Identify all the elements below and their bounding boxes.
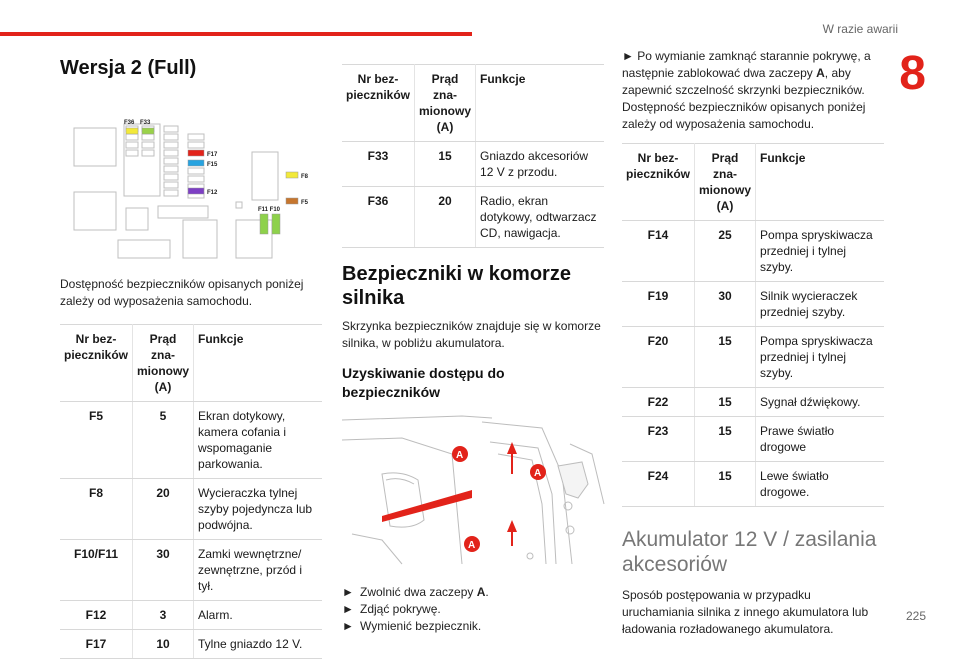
col-header-amperage: Prąd zna-mionowy (A) <box>695 144 756 221</box>
table-row <box>342 187 604 248</box>
table-row <box>622 327 884 388</box>
table-row <box>622 462 884 507</box>
table-row <box>622 417 884 462</box>
fuse-number: F12 <box>60 601 133 630</box>
fuse-number: F10/F11 <box>60 540 133 601</box>
table-row <box>60 601 322 630</box>
para-text-2: , aby zapewnić szczelność skrzynki bezpieczników. Dostępność bezpieczników opisanych poniżej zależy od wyposażenia samochodu. <box>622 66 866 131</box>
fuse-number: F19 <box>622 282 695 327</box>
chapter-number: 8 <box>899 47 926 100</box>
section-title-header: W razie awarii <box>822 22 898 36</box>
page-number: 225 <box>905 609 926 623</box>
battery-section-title: Akumulator 12 V / zasilania akcesoriów <box>622 528 877 576</box>
battery-section-text: Sposób postępowania w przypadku uruchamiania silnika z innego akumulatora lub ładowania rozładowanego akumulatora. <box>622 588 869 636</box>
col-header-number: Nr bez-pieczników <box>622 144 695 221</box>
fuse-number: F8 <box>60 479 133 540</box>
fuse-table-2 <box>342 64 604 248</box>
version-title: Wersja 2 (Full) <box>60 57 197 79</box>
col-header-function: Funkcje <box>756 144 884 221</box>
table-header-row <box>622 144 884 221</box>
para-arrow-icon: ► <box>622 49 634 63</box>
fuse-function: Sygnał dźwiękowy. <box>756 388 884 417</box>
close-cover-instruction <box>622 48 884 133</box>
col-header-amperage: Prąd zna-mionowy (A) <box>415 65 476 142</box>
column-right <box>622 48 884 638</box>
fuse-amperage: 20 <box>133 479 194 540</box>
access-subtitle: Uzyskiwanie dostępu do bezpieczników <box>342 365 505 400</box>
fuse-number: F23 <box>622 417 695 462</box>
table-header-row <box>342 65 604 142</box>
callout-a-right: A <box>534 468 542 479</box>
step-text: Zdjąć pokrywę. <box>360 602 441 616</box>
table-row <box>60 630 322 659</box>
fuse-function: Zamki wewnętrzne/ zewnętrzne, przód i tył. <box>194 540 322 601</box>
fuse-amperage: 30 <box>133 540 194 601</box>
fuse-function: Pompa spryskiwacza przedniej i tylnej szyby. <box>756 221 884 282</box>
fuse-number: F5 <box>60 402 133 479</box>
fuse-amperage: 10 <box>133 630 194 659</box>
fuse-number: F20 <box>622 327 695 388</box>
step-arrow-icon: ► <box>342 619 354 633</box>
callout-a-top: A <box>456 450 464 461</box>
table-row <box>60 479 322 540</box>
fuse-amperage: 5 <box>133 402 194 479</box>
step-arrow-icon: ► <box>342 602 354 616</box>
col-header-function: Funkcje <box>194 325 322 402</box>
fuse-number: F17 <box>60 630 133 659</box>
step-text: Wymienić bezpiecznik. <box>360 619 482 633</box>
step-release-clips <box>342 584 604 601</box>
label-f5: F5 <box>301 200 309 206</box>
col-header-number: Nr bez-pieczników <box>60 325 133 402</box>
fuse-function: Ekran dotykowy, kamera cofania i wspomaganie parkowania. <box>194 402 322 479</box>
access-steps <box>342 584 604 635</box>
col-header-number: Nr bez-pieczników <box>342 65 415 142</box>
table-row <box>622 221 884 282</box>
availability-note: Dostępność bezpieczników opisanych poniżej zależy od wyposażenia samochodu. <box>60 277 304 308</box>
para-bold: A <box>816 66 825 80</box>
fuse-number: F33 <box>342 142 415 187</box>
fuse-number: F22 <box>622 388 695 417</box>
column-left <box>60 56 322 659</box>
table-row <box>342 142 604 187</box>
fuse-amperage: 15 <box>695 417 756 462</box>
fuse-amperage: 15 <box>695 327 756 388</box>
fuse-amperage: 15 <box>695 462 756 507</box>
label-f33: F33 <box>140 120 151 126</box>
engine-fuses-title: Bezpieczniki w komorze silnika <box>342 263 571 309</box>
fuse-function: Prawe światło drogowe <box>756 417 884 462</box>
column-middle <box>342 64 604 635</box>
table-row <box>60 402 322 479</box>
label-f8: F8 <box>301 174 309 180</box>
table-row <box>622 282 884 327</box>
fuse-amperage: 30 <box>695 282 756 327</box>
fuse-table-3 <box>622 143 884 507</box>
fuse-function: Alarm. <box>194 601 322 630</box>
fuse-function: Lewe światło drogowe. <box>756 462 884 507</box>
fuse-box-cover-illustration <box>342 414 604 564</box>
table-header-row <box>60 325 322 402</box>
label-f17: F17 <box>207 152 218 158</box>
step-bold: A <box>476 585 486 599</box>
fuse-function: Gniazdo akcesoriów 12 V z przodu. <box>476 142 604 187</box>
step-replace-fuse <box>342 618 604 635</box>
table-row <box>60 540 322 601</box>
engine-fuses-text: Skrzynka bezpieczników znajduje się w komorze silnika, w pobliżu akumulatora. <box>342 319 601 350</box>
fuse-amperage: 25 <box>695 221 756 282</box>
fuse-box-diagram <box>60 88 322 258</box>
step-text-end: . <box>485 585 489 599</box>
label-f15: F15 <box>207 162 218 168</box>
fuse-table-1 <box>60 324 322 659</box>
step-text: Zwolnić dwa zaczepy <box>360 585 477 599</box>
col-header-amperage: Prąd zna-mionowy (A) <box>133 325 194 402</box>
step-arrow-icon: ► <box>342 585 354 599</box>
fuse-amperage: 20 <box>415 187 476 248</box>
fuse-function: Radio, ekran dotykowy, odtwarzacz CD, nawigacja. <box>476 187 604 248</box>
fuse-number: F24 <box>622 462 695 507</box>
fuse-amperage: 15 <box>415 142 476 187</box>
fuse-function: Wycieraczka tylnej szyby pojedyncza lub podwójna. <box>194 479 322 540</box>
header-accent-bar <box>0 32 472 36</box>
step-remove-cover <box>342 601 604 618</box>
label-f11-f10: F11 F10 <box>258 207 281 213</box>
callout-a-bottom: A <box>468 540 476 551</box>
fuse-function: Pompa spryskiwacza przedniej i tylnej szyby. <box>756 327 884 388</box>
table-row <box>622 388 884 417</box>
fuse-function: Tylne gniazdo 12 V. <box>194 630 322 659</box>
fuse-amperage: 15 <box>695 388 756 417</box>
fuse-function: Silnik wycieraczek przedniej szyby. <box>756 282 884 327</box>
fuse-amperage: 3 <box>133 601 194 630</box>
col-header-function: Funkcje <box>476 65 604 142</box>
fuse-number: F36 <box>342 187 415 248</box>
label-f12: F12 <box>207 190 218 196</box>
para-text-1: Po wymianie zamknąć starannie pokrywę, a następnie zablokować dwa zaczepy <box>622 49 871 80</box>
label-f36: F36 <box>124 120 135 126</box>
fuse-number: F14 <box>622 221 695 282</box>
